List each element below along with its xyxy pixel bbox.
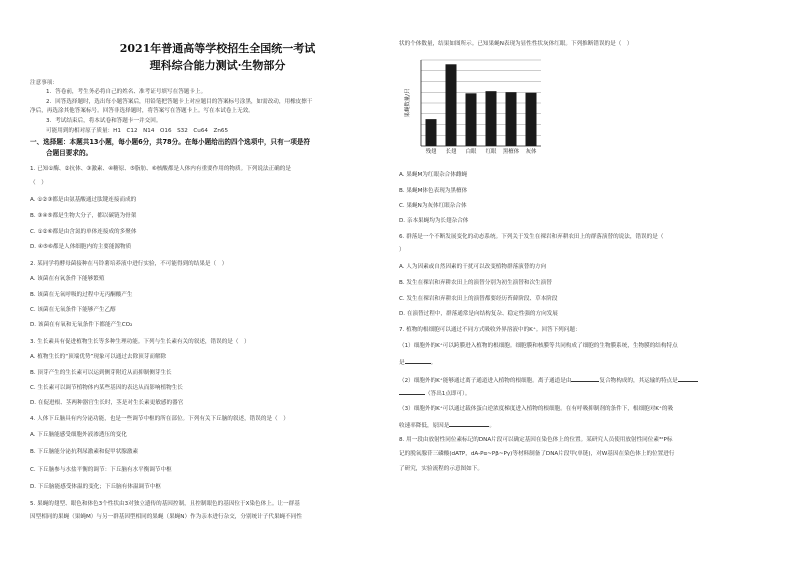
answer-blank[interactable] — [678, 375, 698, 382]
q5-option-d: D. 亲本果蝇均为长翅杂合体 — [399, 218, 469, 224]
bar-0 — [426, 119, 437, 146]
q5-option-c: C. 果蝇N为灰体红眼杂合体 — [399, 203, 467, 209]
q7-part2 — [399, 375, 698, 385]
q7-part2-text2: 复合物构成的，其运输的特点是 — [599, 378, 678, 384]
q7-stem: 7. 植物的根细胞可以通过不同方式吸收外界溶液中的K⁺。回答下列问题： — [399, 327, 581, 333]
q7-part1-cont: 是 。 — [399, 357, 436, 367]
q4-option-d: D. 下丘脑能感受体温的变化；下丘脑有体温调节中枢 — [30, 484, 161, 490]
x-tick-label: 残翅 — [425, 149, 437, 155]
q7-part2-tail: （答出1点即可）。 — [425, 391, 471, 397]
bar-3 — [486, 91, 497, 146]
q7-part2-text: （2）细胞外的K⁺能够通过离子通道进入植物的根细胞。离子通道是由 — [399, 378, 572, 384]
note-line: 3．考试结束后，将本试卷和答题卡一并交回。 — [46, 118, 162, 124]
q7-part1-tail: 是 — [399, 360, 405, 366]
section-heading-cont: 合题目要求的。 — [46, 149, 93, 157]
section-heading: 一、选择题：本题共13小题，每小题6分，共78分。在每小题给出的四个选项中，只有一项是符 — [30, 138, 311, 146]
q6-option-b: B. 发生在裸岩和弃耕农田上的演替分别为初生演替和次生演替 — [399, 280, 552, 286]
q4-option-b: B. 下丘脑能分泌抗利尿激素和促甲状腺激素 — [30, 449, 139, 455]
q5-stem-line2: 因型相同的果蝇（果蝇M）与另一群基因型相同的果蝇（果蝇N）作为亲本进行杂交，分别统计子代果蝇不同性 — [30, 514, 302, 520]
q3-option-a: A. 植物生长的“顶端优势”现象可以通过去除顶芽而解除 — [30, 354, 167, 360]
q2-option-a: A. 该菌在有氧条件下能够繁殖 — [30, 276, 105, 282]
q8-stem-line2: 记的脱氧腺苷三磷酸(dATP，dA-Pα~Pβ~Pγ)等材料制备了DNA片段甲(单链)，对W基因在染色体上的位置进行 — [399, 451, 675, 457]
q4-stem: 4. 人体下丘脑具有内分泌功能，也是一些调节中枢的所在部位。下列有关下丘脑的叙述，错误的是（ ） — [30, 416, 289, 422]
answer-blank[interactable] — [405, 357, 431, 364]
x-tick-label: 黑檀体 — [502, 149, 520, 155]
answer-blank[interactable] — [399, 388, 425, 395]
q6-stem-line1: 6. 群落是一个不断发展变化的动态系统。下列关于发生在裸岩和弃耕农田上的群落演替的说法，错误的是（ — [399, 234, 664, 240]
q5-option-a: A. 果蝇M为红眼杂合体雌蝇 — [399, 172, 468, 178]
q4-option-a: A. 下丘脑能感受细胞外液渗透压的变化 — [30, 432, 127, 438]
q3-option-b: B. 顶芽产生的生长素可以运到侧芽附近从而抑制侧芽生长 — [30, 370, 172, 376]
answer-blank[interactable] — [449, 420, 489, 427]
x-tick-label: 灰体 — [525, 149, 537, 155]
bar-2 — [466, 93, 477, 146]
q1-option-b: B. ③④⑤都是生物大分子，都以碳链为骨架 — [30, 213, 137, 219]
q7-part3-cont: 收速率降低，原因是 。 — [399, 420, 495, 430]
bar-5 — [526, 93, 537, 146]
exam-subtitle: 理科综合能力测试·生物部分 — [149, 59, 286, 72]
fruit-fly-bar-chart — [399, 52, 559, 170]
q7-part3-tail: 收速率降低，原因是 — [399, 423, 450, 429]
q1-stem: 1. 已知①酶、②抗体、③激素、④糖原、⑤脂肪、⑥核酸都是人体内有重要作用的物质。下列说法正确的是 — [30, 166, 291, 172]
q1-option-a: A. ①②③都是由氨基酸通过肽键连接而成的 — [30, 197, 137, 203]
q8-stem-line3: 了研究，实验流程的示意图如下。 — [399, 466, 483, 472]
q5-stem-line3: 状的个体数量，结果如图所示。已知果蝇N表现为显性性状灰体红眼。下列推断错误的是（ ） — [399, 41, 633, 47]
q2-stem: 2. 某同学将酵母菌接种在马铃薯培养液中进行实验，不可能得到的结果是（ ） — [30, 261, 228, 267]
q3-option-d: D. 在促进根、茎两种器官生长时，茎是对生长素更敏感的器官 — [30, 400, 184, 406]
q6-option-d: D. 在演替过程中，群落通常是向结构复杂、稳定性强的方向发展 — [399, 311, 558, 317]
q2-option-b: B. 该菌在无氧呼吸的过程中无丙酮酸产生 — [30, 292, 133, 298]
q1-option-d: D. ④⑤⑥都是人体细胞内的主要能源物质 — [30, 244, 132, 250]
note-line: 2．回答选择题时，选出每小题答案后，用铅笔把答题卡上对应题目的答案标号涂黑，如需改动，用橡皮擦干 — [46, 99, 313, 105]
answer-blank[interactable] — [571, 375, 599, 382]
q7-part3: （3）细胞外的K⁺可以通过载体蛋白逆浓度梯度进入植物的根细胞。在有呼吸抑制剂的条件下，根细胞对K⁺的吸 — [399, 406, 674, 412]
q8-stem-line1: 8. 用一段由放射性同位素标记的DNA片段可以确定基因在染色体上的位置。某研究人员使用放射性同位素³²P标 — [399, 437, 673, 443]
x-tick-label: 白眼 — [465, 149, 477, 155]
bar-1 — [446, 64, 457, 146]
q1-option-c: C. ①②⑥都是由含氮的单体连接成的多聚体 — [30, 229, 137, 235]
q6-stem-line2: ） — [399, 247, 405, 253]
note-line: 净后，再选涂其他答案标号。回答非选择题时，将答案写在答题卡上。写在本试卷上无效。 — [30, 108, 254, 114]
q7-part1: （1）细胞外的K⁺可以跨膜进入植物的根细胞。细胞膜和核膜等共同构成了细胞的生物膜系统，生物膜的结构特点 — [399, 343, 678, 349]
exam-title: 2021年普通高等学校招生全国统一考试 — [119, 42, 316, 55]
q5-option-b: B. 果蝇M体色表现为黑檀体 — [399, 188, 468, 194]
q3-stem: 3. 生长素具有促进植物生长等多种生理功能。下列与生长素有关的叙述，错误的是（ ） — [30, 339, 250, 345]
q2-option-c: C. 该菌在无氧条件下能够产生乙醇 — [30, 307, 116, 313]
notes-heading: 注意事项： — [30, 80, 58, 86]
q7-part2-cont — [399, 388, 471, 398]
note-line: 可能用到的相对原子质量：H1 C12 N14 O16 S32 Cu64 Zn65 — [46, 128, 229, 134]
q2-option-d: D. 该菌在有氧和无氧条件下都能产生CO₂ — [30, 322, 133, 328]
q6-option-c: C. 发生在裸岩和弃耕农田上的演替都要经历苔藓阶段、草本阶段 — [399, 296, 558, 302]
q5-stem-line1: 5. 果蝇的翅型、眼色和体色3个性状由3对独立遗传的基因控制，且控制眼色的基因位于X染色体上。让一群基 — [30, 501, 300, 507]
x-tick-label: 长翅 — [445, 149, 457, 155]
q1-paren: （ ） — [30, 180, 47, 186]
x-tick-label: 红眼 — [485, 149, 497, 155]
q4-option-c: C. 下丘脑参与水盐平衡的调节：下丘脑有水平衡调节中枢 — [30, 467, 172, 473]
note-line: 1．答卷前，考生务必将自己的姓名、准考证号填写在答题卡上。 — [46, 89, 207, 95]
q6-option-a: A. 人为因素或自然因素的干扰可以改变植物群落演替的方向 — [399, 264, 547, 270]
y-axis-label: 果蝇数量/只 — [405, 88, 411, 118]
q3-option-c: C. 生长素可以调节植物体内某些基因的表达从而影响植物生长 — [30, 385, 183, 391]
bar-4 — [506, 92, 517, 146]
